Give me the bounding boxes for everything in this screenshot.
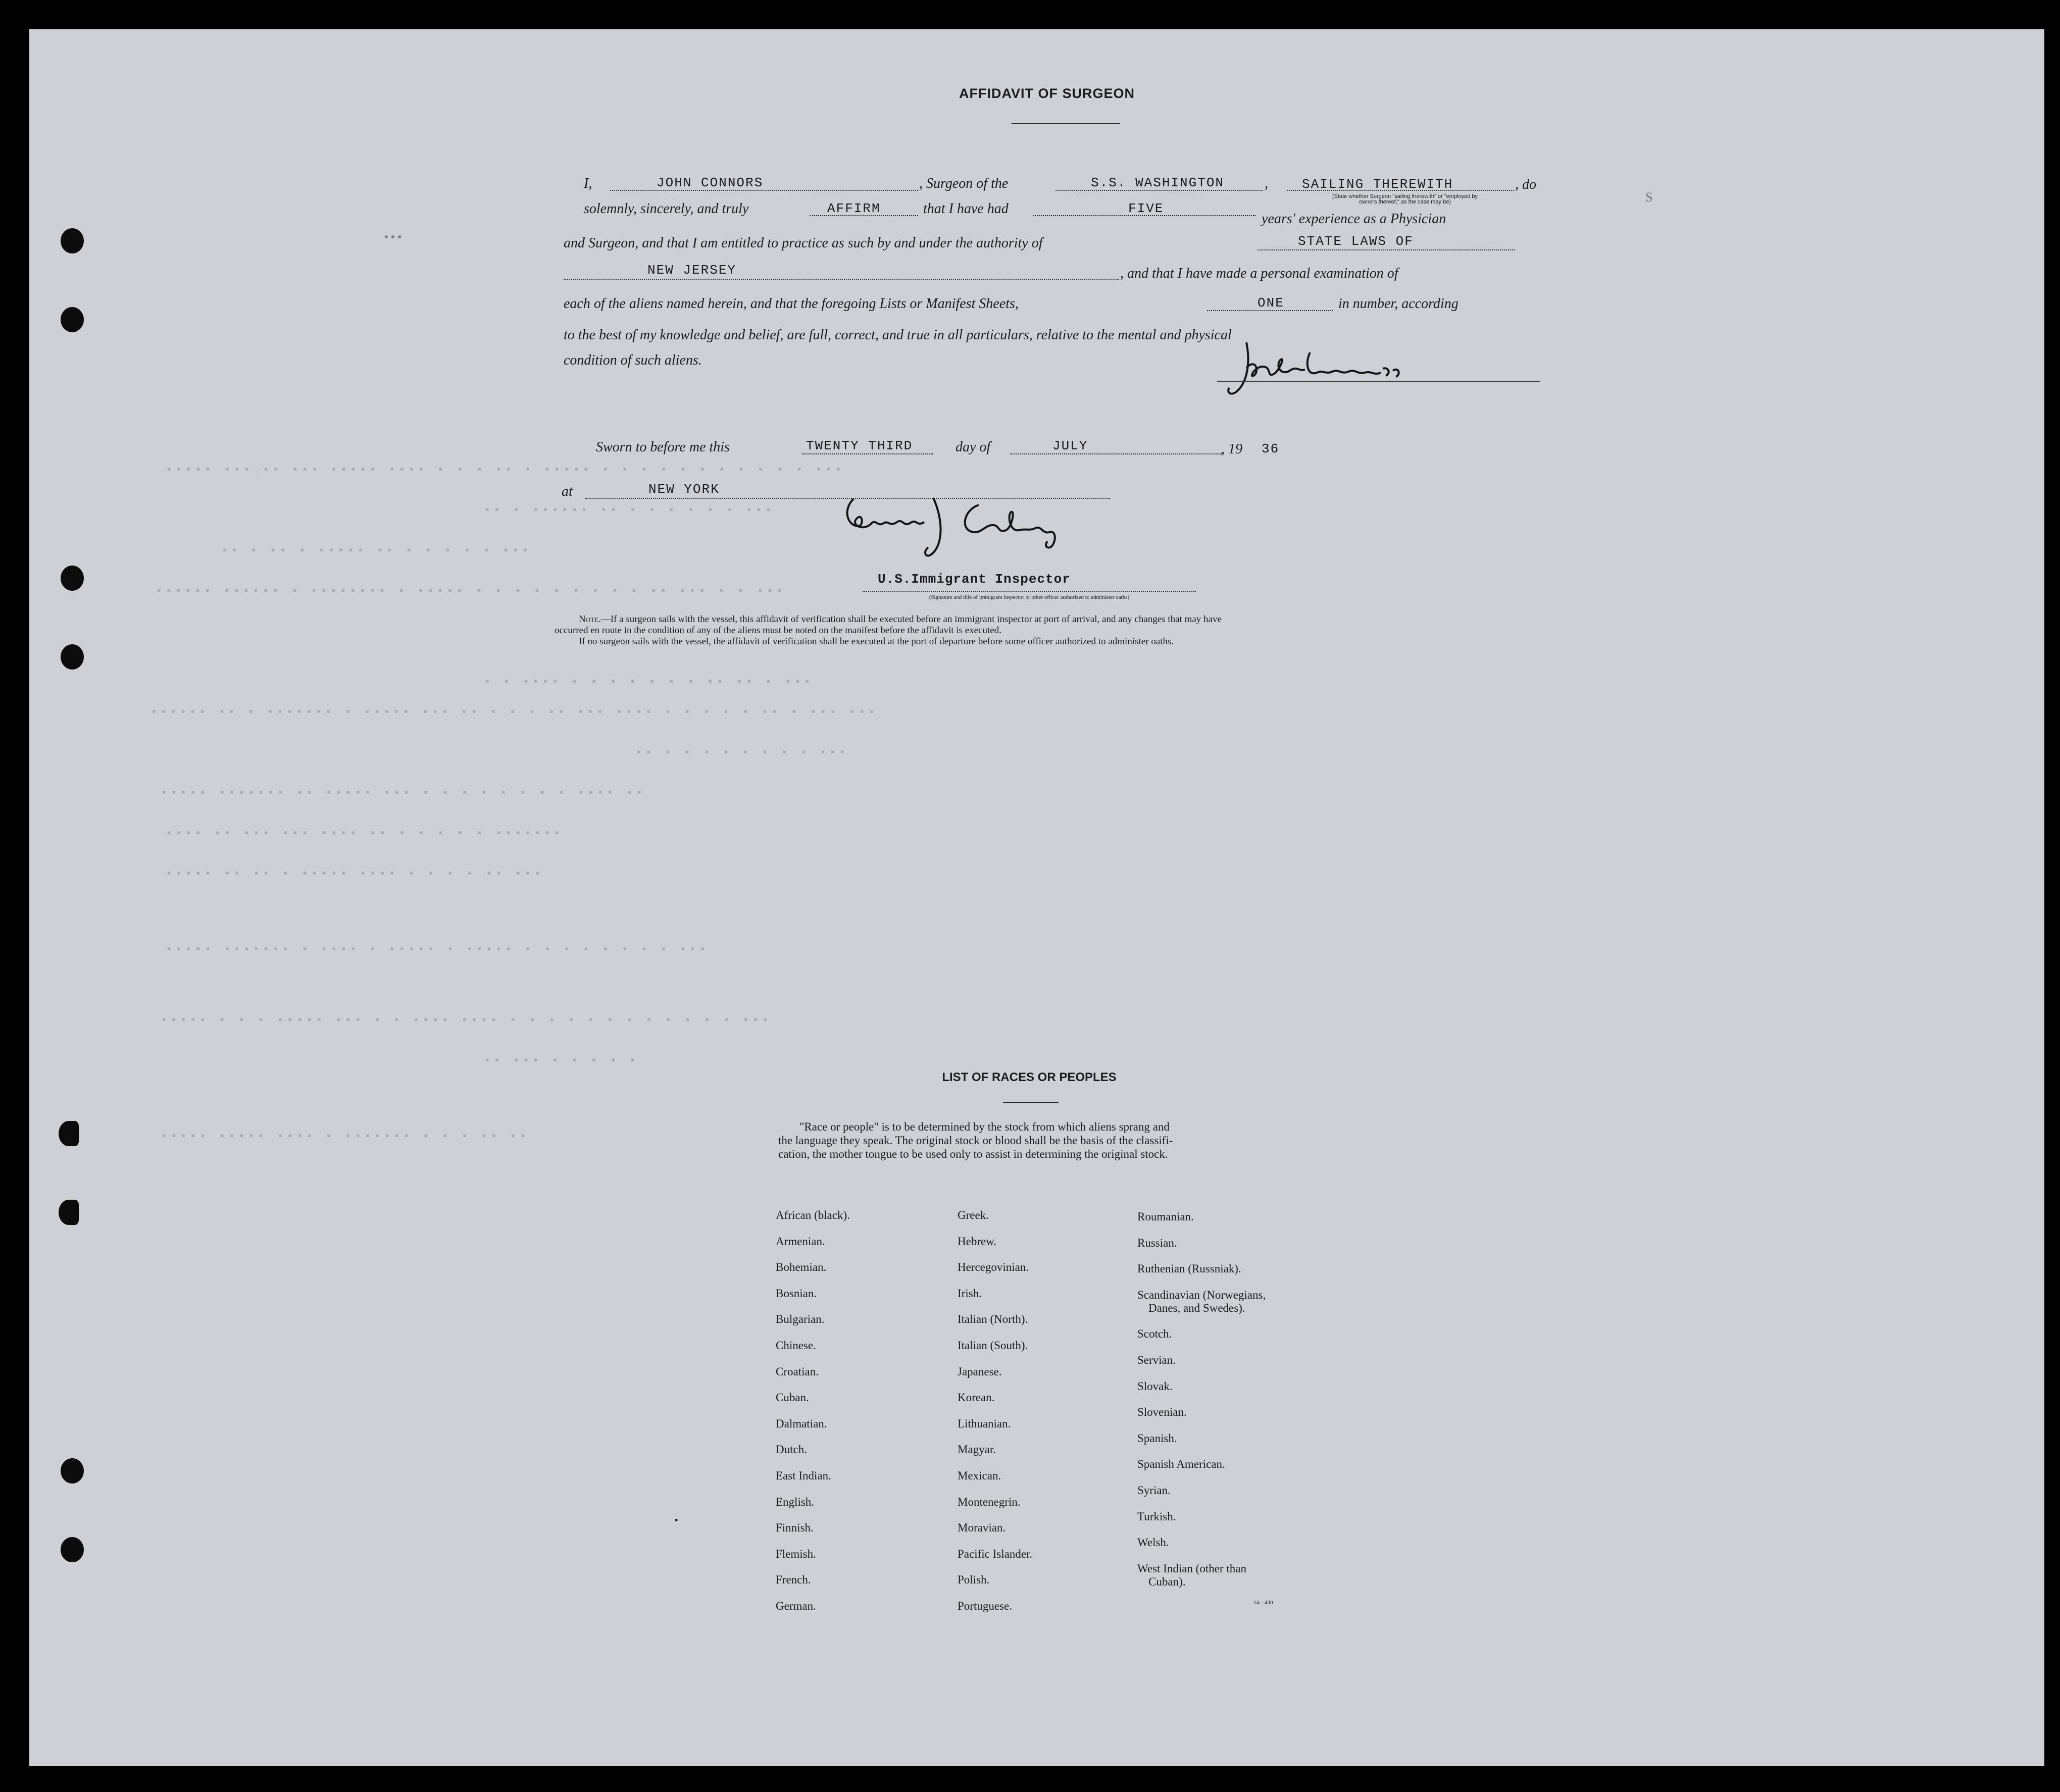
races-intro bbox=[778, 1120, 1173, 1161]
body-line-3a: and Surgeon, and that I am entitled to practice as such by and under the authority of bbox=[564, 235, 1043, 251]
surgeon-status: SAILING THEREWITH bbox=[1302, 177, 1453, 192]
affidavit-title: AFFIDAVIT OF SURGEON bbox=[959, 86, 1135, 101]
race-entry: Mexican. bbox=[958, 1469, 1001, 1482]
race-entry: French. bbox=[776, 1573, 811, 1586]
bleed-through-text: ▪▪ ▪ ▪ ▪ ▪ ▪ ▪ ▪ ▪ ▪▪▪ bbox=[635, 746, 849, 759]
form-number: 14—430 bbox=[1253, 1600, 1273, 1606]
binder-hole bbox=[61, 1458, 84, 1483]
race-entry: Slovenian. bbox=[1137, 1406, 1187, 1419]
binder-hole bbox=[59, 1121, 79, 1146]
side-mark: S bbox=[1645, 190, 1653, 204]
vessel-name: S.S. WASHINGTON bbox=[1091, 175, 1225, 190]
race-entry: East Indian. bbox=[776, 1469, 831, 1482]
sheets-value: ONE bbox=[1258, 295, 1284, 311]
bleed-through-text: ▪▪▪▪▪ ▪▪▪.▪▪ ▪▪▪ ▪▪▪▪▪ ▪▪▪▪ ▪ ▪ ▪ ▪▪ ▪ ▪▪▪▪▪ ▪ ▪ ▪ ▪ ▪ ▪ ▪ ▪ ▪ ▪ ▪ ▪▪▪ bbox=[166, 464, 845, 476]
bleed-through-text: ▪▪▪▪▪ ▪▪▪▪▪ ▪▪▪▪ ▪ ▪▪▪▪▪▪▪ ▪ ▪ ▪ ▪▪ ▪▪ bbox=[161, 1130, 529, 1143]
body-line-1c: , bbox=[1265, 176, 1268, 191]
surgeon-signature-line bbox=[1217, 381, 1540, 382]
binder-hole bbox=[61, 566, 84, 591]
place-at: at bbox=[562, 484, 573, 499]
body-line-1a: I, bbox=[584, 176, 592, 191]
intro-line: cation, the mother tongue to be used only to assist in determining the original stock. bbox=[778, 1148, 1168, 1160]
sworn-month: JULY bbox=[1052, 438, 1088, 453]
race-entry: Ruthenian (Russniak). bbox=[1137, 1262, 1241, 1275]
sworn-prefix: Sworn to before me this bbox=[596, 439, 730, 455]
race-entry: Greek. bbox=[958, 1209, 989, 1221]
sworn-day: TWENTY THIRD bbox=[806, 438, 913, 453]
race-entry: Portuguese. bbox=[958, 1600, 1012, 1612]
body-line-1b: , Surgeon of the bbox=[919, 176, 1009, 191]
bleed-through-text: ▪▪▪▪ ▪▪ ▪▪▪ ▪▪▪ ▪▪▪▪ ▪▪ ▪ ▪ ▪ ▪ ▪ ▪▪▪▪▪▪▪ bbox=[166, 827, 564, 840]
body-line-2b: that I have had bbox=[923, 201, 1009, 217]
race-entry: Flemish. bbox=[776, 1547, 816, 1560]
races-list-title: LIST OF RACES OR PEOPLES bbox=[942, 1070, 1117, 1084]
race-entry: Turkish. bbox=[1137, 1510, 1176, 1523]
authority-value-2: NEW JERSEY bbox=[647, 263, 737, 278]
race-entry: Spanish American. bbox=[1137, 1458, 1225, 1471]
body-line-5a: each of the aliens named herein, and that the foregoing Lists or Manifest Sheets, bbox=[564, 296, 1019, 312]
bleed-through-text: ▪▪▪▪▪ ▪▪▪▪▪▪▪ ▪▪ ▪▪▪▪▪ ▪▪▪ ▪ ▪ ▪ ▪ ▪ ▪ ▪ ▪ ▪▪▪▪ ▪▪ bbox=[161, 787, 646, 799]
binder-hole bbox=[61, 644, 84, 670]
race-entry: Russian. bbox=[1137, 1236, 1177, 1249]
race-entry: Lithuanian. bbox=[958, 1417, 1011, 1430]
note-text: —If a surgeon sails with the vessel, this affidavit of verification shall be executed before an immigrant inspector at port of arrival, and any changes that may have bbox=[600, 614, 1222, 625]
race-entry: Hebrew. bbox=[958, 1235, 997, 1248]
inspector-title: U.S.Immigrant Inspector bbox=[878, 572, 1071, 587]
bleed-through-text: ▪▪ ▪ ▪▪ ▪ ▪▪▪▪▪ ▪▪ ▪ ▪ ▪ ▪ ▪ ▪▪▪ bbox=[221, 544, 532, 557]
status-instruction bbox=[1289, 194, 1521, 205]
body-line-4a: , and that I have made a personal examination of bbox=[1120, 266, 1398, 281]
race-entry: Japanese. bbox=[958, 1365, 1002, 1378]
race-entry: Syrian. bbox=[1137, 1484, 1171, 1497]
race-entry: Dutch. bbox=[776, 1443, 807, 1456]
bleed-through-text: ▪▪▪▪▪ ▪ ▪ ▪ ▪▪▪▪▪ ▪▪▪ ▪ ▪ ▪▪▪▪ ▪▪▪▪ ▪ ▪ ▪ ▪ ▪ ▪ ▪ ▪ ▪ ▪ ▪ ▪ ▪▪▪ bbox=[161, 1014, 772, 1027]
binder-hole bbox=[61, 1537, 84, 1562]
inspector-signature bbox=[827, 490, 1090, 566]
race-entry: Scotch. bbox=[1137, 1327, 1172, 1341]
body-line-2c: years' experience as a Physician bbox=[1262, 211, 1446, 227]
race-entry: Slovak. bbox=[1137, 1379, 1173, 1393]
body-line-5b: in number, according bbox=[1338, 296, 1459, 312]
surgeon-name: JOHN CONNORS bbox=[657, 175, 764, 190]
body-line-6: to the best of my knowledge and belief, are full, correct, and true in all particulars, relative to the mental and physical bbox=[564, 327, 1232, 343]
race-entry: Croatian. bbox=[776, 1365, 819, 1378]
bleed-through-text: ▪▪ ▪ ▪▪▪▪▪▪ ▪▪ ▪ ▪ ▪ ▪ ▪ ▪ ▪▪▪ bbox=[484, 504, 775, 517]
intro-line: the language they speak. The original stock or blood shall be the basis of the classifi- bbox=[778, 1134, 1173, 1147]
bleed-through-text: ▪ ▪ ▪▪▪▪ ▪ ▪ ▪ ▪ ▪ ▪ ▪ ▪▪ ▪▪ ▪ ▪▪▪ bbox=[484, 676, 814, 688]
affirm-value: AFFIRM bbox=[827, 201, 881, 216]
body-line-7: condition of such aliens. bbox=[564, 352, 702, 368]
note-line: If no surgeon sails with the vessel, the affidavit of verification shall be executed at the port of departure before some officer authorized to administer oaths. bbox=[579, 636, 1174, 647]
sworn-year-prefix: , 19 bbox=[1221, 441, 1242, 457]
race-entry: Welsh. bbox=[1137, 1536, 1169, 1549]
years-value: FIVE bbox=[1128, 201, 1164, 216]
sworn-day-of: day of bbox=[956, 439, 991, 455]
race-entry: Korean. bbox=[958, 1391, 995, 1404]
sworn-month-blank bbox=[1010, 453, 1222, 454]
binder-hole bbox=[61, 307, 84, 332]
binder-hole bbox=[61, 228, 84, 253]
margin-mark: ▪▪▪ bbox=[383, 231, 403, 244]
race-entry: Bosnian. bbox=[776, 1287, 817, 1300]
authority-blank-2 bbox=[564, 279, 1119, 280]
verification-note bbox=[555, 614, 1222, 647]
race-entry: Dalmatian. bbox=[776, 1417, 827, 1430]
race-entry: German. bbox=[776, 1600, 816, 1612]
title-underline bbox=[1012, 123, 1120, 124]
race-entry: African (black). bbox=[776, 1209, 850, 1221]
status-instruction-line: owners thereof," as the case may be) bbox=[1359, 199, 1451, 205]
race-entry: Finnish. bbox=[776, 1521, 814, 1534]
race-entry: Roumanian. bbox=[1137, 1210, 1194, 1223]
race-entry: Servian. bbox=[1137, 1354, 1176, 1366]
bleed-through-text: ▪▪ ▪▪▪ ▪ ▪ ▪ ▪ ▪ bbox=[484, 1054, 639, 1067]
race-entry: English. bbox=[776, 1495, 815, 1508]
race-entry: Moravian. bbox=[958, 1521, 1006, 1534]
binder-hole bbox=[59, 1200, 79, 1225]
body-line-2a: solemnly, sincerely, and truly bbox=[584, 201, 749, 217]
race-entry: Bulgarian. bbox=[776, 1313, 825, 1326]
race-entry: West Indian (other than bbox=[1137, 1562, 1246, 1575]
race-entry: Cuban. bbox=[776, 1391, 809, 1404]
note-line: occurred en route in the condition of any of the aliens must be noted on the manifest before the affidavit is executed. bbox=[555, 625, 1001, 636]
race-entry: Danes, and Swedes). bbox=[1148, 1301, 1245, 1314]
surgeon-signature bbox=[1211, 332, 1423, 403]
body-line-1d: , do bbox=[1515, 177, 1536, 192]
race-entry: Polish. bbox=[958, 1573, 990, 1586]
race-entry: Pacific Islander. bbox=[958, 1547, 1033, 1560]
race-entry: Irish. bbox=[958, 1287, 982, 1300]
sworn-day-blank bbox=[802, 453, 933, 454]
race-entry: Italian (North). bbox=[958, 1313, 1028, 1326]
stray-mark: ▪ bbox=[675, 1515, 678, 1525]
manifest-page bbox=[29, 29, 2044, 1766]
bleed-through-text: ▪▪▪▪▪▪ ▪▪▪▪▪▪ ▪ ▪▪▪▪▪▪▪▪ ▪ ▪▪▪▪▪ ▪ ▪ ▪ ▪ ▪ ▪ ▪ ▪ ▪ ▪▪ ▪▪▪ ▪ ▪ ▪▪▪ bbox=[156, 585, 786, 597]
authority-blank-1 bbox=[1258, 249, 1515, 250]
bleed-through-text: ▪▪▪▪▪▪ ▪▪ ▪ ▪▪▪▪▪▪▪ ▪ ▪▪▪▪▪ ▪▪▪ ▪▪ ▪ ▪ ▪ ▪▪ ▪▪▪ ▪▪▪▪ ▪ ▪ ▪ ▪ ▪ ▪▪ ▪ ▪▪▪ ▪▪▪ bbox=[150, 706, 878, 719]
race-entry: Spanish. bbox=[1137, 1431, 1177, 1445]
race-entry: Italian (South). bbox=[958, 1339, 1028, 1352]
bleed-through-text: ▪▪▪▪▪ ▪▪ ▪▪ ▪ ▪▪▪▪▪ ▪▪▪▪ ▪ ▪ ▪ ▪ ▪▪ ▪▪▪ bbox=[166, 867, 544, 880]
race-entry: Scandinavian (Norwegians, bbox=[1137, 1288, 1266, 1301]
sworn-year: 36 bbox=[1262, 441, 1280, 456]
race-entry: Chinese. bbox=[776, 1339, 816, 1352]
races-title-underline bbox=[1003, 1102, 1059, 1103]
status-instruction-line: (State whether Surgeon "sailing therewith" or "employed by bbox=[1332, 193, 1478, 199]
inspector-title-line bbox=[863, 591, 1196, 592]
note-label: Note. bbox=[579, 614, 601, 625]
race-entry: Montenegrin. bbox=[958, 1495, 1021, 1508]
race-entry: Armenian. bbox=[776, 1235, 825, 1248]
race-entry: Bohemian. bbox=[776, 1261, 827, 1274]
race-entry: Magyar. bbox=[958, 1443, 996, 1456]
race-entry: Cuban). bbox=[1148, 1575, 1186, 1588]
race-entry: Hercegovinian. bbox=[958, 1261, 1029, 1274]
authority-value-1: STATE LAWS OF bbox=[1298, 234, 1414, 249]
note-line bbox=[555, 614, 1222, 625]
intro-line: "Race or people" is to be determined by the stock from which aliens sprang and bbox=[799, 1120, 1170, 1133]
place-value: NEW YORK bbox=[648, 482, 720, 497]
inspector-caption: (Signature and title of immigrant inspector or other officer authorized to administer oaths) bbox=[929, 594, 1130, 600]
bleed-through-text: ▪▪▪▪▪ ▪▪▪▪▪▪▪ ▪ ▪▪▪▪ ▪ ▪▪▪▪▪ ▪ ▪▪▪▪▪ ▪ ▪ ▪ ▪ ▪ ▪ ▪ ▪ ▪▪▪ bbox=[166, 943, 709, 956]
